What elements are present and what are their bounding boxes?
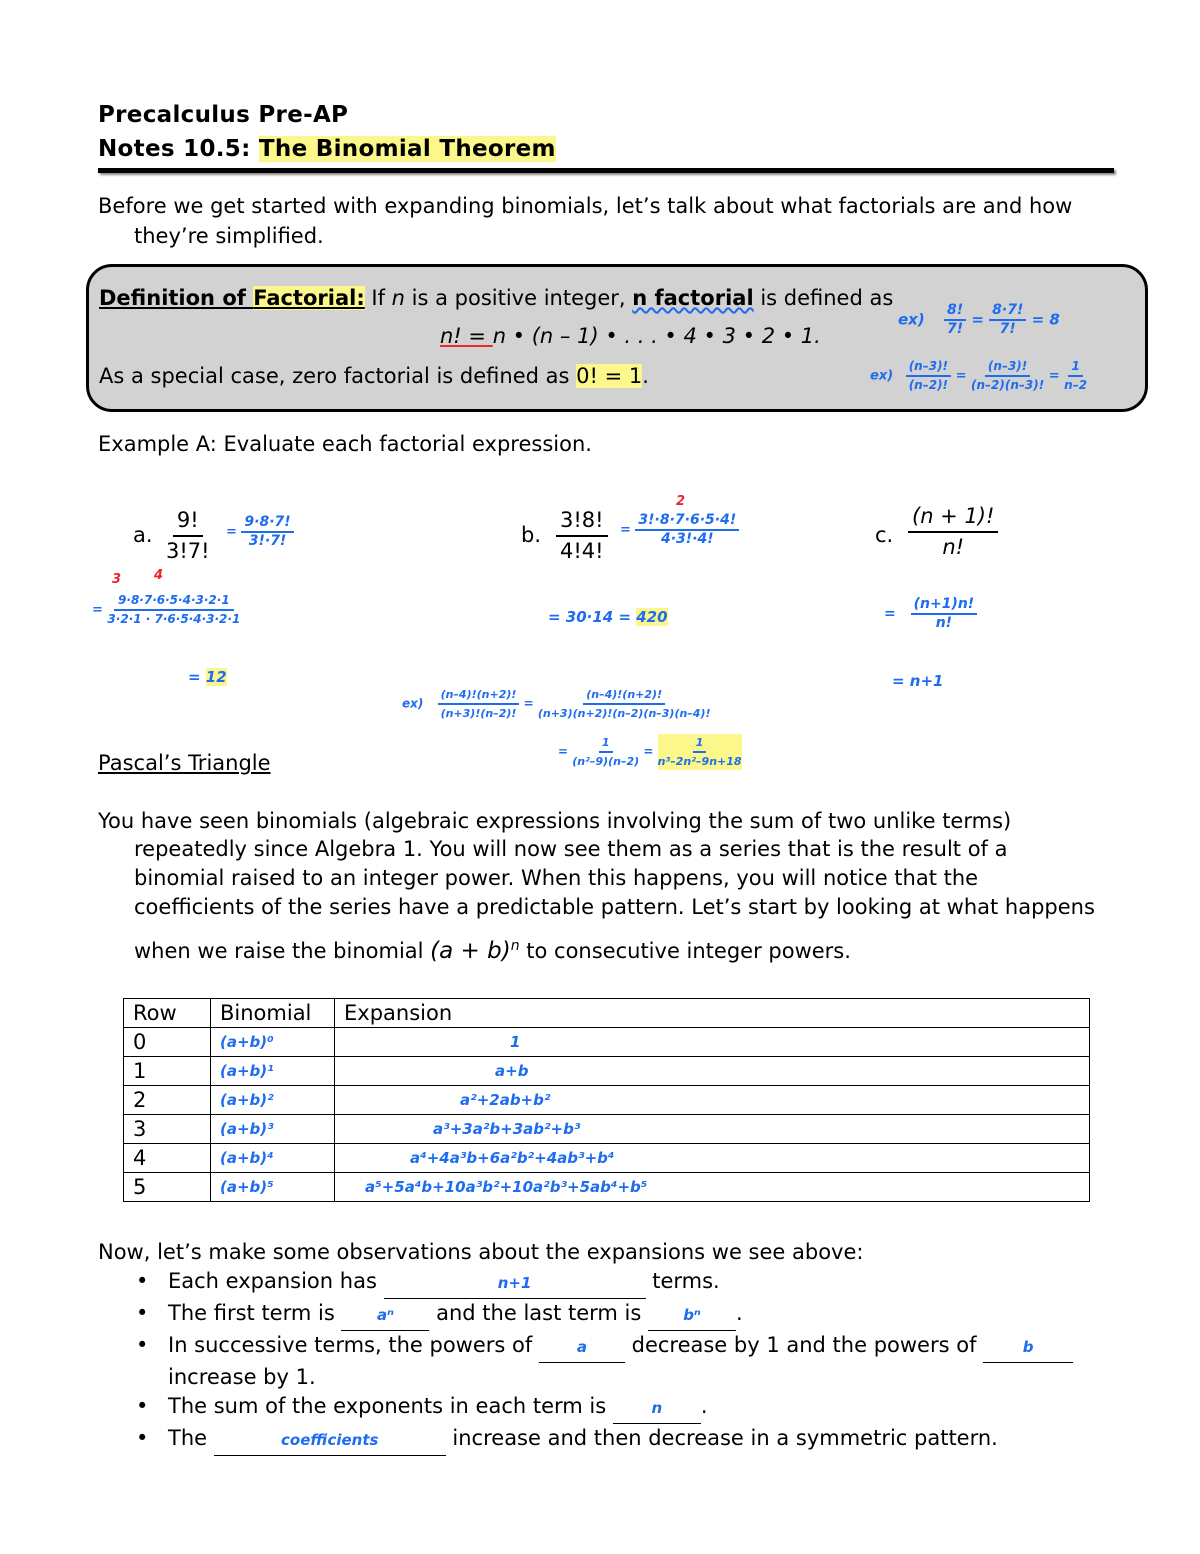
table-header-cell: Binomial	[211, 999, 335, 1028]
row-cell: 0	[124, 1028, 211, 1057]
observation-item: • The first term is aⁿ and the last term is bⁿ .	[98, 1299, 1158, 1331]
binomial-cell: (a+b)⁵	[211, 1173, 335, 1202]
binomial-expression: (a + b)	[430, 938, 511, 964]
intro-line-2: they’re simplified.	[134, 224, 324, 248]
example-b-fraction: $\frac{3!8!}{4!4!}$	[556, 506, 608, 566]
observation-item: • The coefficients increase and then decrease in a symmetric pattern.	[98, 1424, 1158, 1456]
n-factorial-term: n factorial	[632, 286, 754, 310]
table-row	[124, 1028, 1090, 1057]
table-header-row	[124, 999, 1090, 1028]
zero-factorial-line: As a special case, zero factorial is defined as 0! = 1.	[99, 364, 649, 388]
table-row	[124, 1173, 1090, 1202]
zero-factorial-value: 0! = 1	[576, 364, 643, 388]
example-a-work-1: = $\frac{9\cdot 8\cdot 7!}{3!\cdot 7!}$	[226, 514, 294, 550]
binomial-cell: (a+b)⁰	[211, 1028, 335, 1057]
table-header-cell: Expansion	[335, 999, 1090, 1028]
definition-line-1: Definition of Factorial: If n is a positive integer, n factorial is defined as	[99, 286, 894, 310]
first-term-blank: aⁿ	[341, 1301, 429, 1331]
binomial-cell: (a+b)²	[211, 1086, 335, 1115]
example-b-extra-2: = $\frac{1}{\text{(n²–9)(n–2)}}$ = $\frac{1}{\text{n³–2n²–9n+18}}$	[558, 736, 742, 768]
course-title: Precalculus Pre-AP	[98, 102, 349, 128]
definition-example-2: ex) $\frac{(n-3)!}{(n-2)!}$ = $\frac{(n-3)!}{(n-2)(n-3)!}$ = $\frac{1}{n-2}$	[870, 359, 1088, 392]
row-cell: 1	[124, 1057, 211, 1086]
row-cell: 4	[124, 1144, 211, 1173]
example-b-work: = $\frac{3!\cdot 8\cdot 7\cdot 6\cdot 5\cdot 4!}{4\cdot 3!\cdot 4!}$	[620, 512, 739, 548]
table-row	[124, 1057, 1090, 1086]
table-header-cell: Row	[124, 999, 211, 1028]
decrease-blank: a	[539, 1333, 625, 1363]
observations-intro: Now, let’s make some observations about the expansions we see above:	[98, 1240, 864, 1264]
pascal-para-line-2: repeatedly since Algebra 1. You will now see them as a series that is the result of a	[134, 837, 1008, 861]
last-term-blank: bⁿ	[648, 1301, 736, 1331]
pascal-table	[123, 998, 1090, 1202]
example-a-mark-3: 3	[112, 572, 122, 587]
example-a-answer: = 12	[188, 668, 227, 686]
table-row	[124, 1086, 1090, 1115]
example-a-title: Example A: Evaluate each factorial expression.	[98, 432, 592, 456]
expansion-cell: a⁵+5a⁴b+10a³b²+10a²b³+5ab⁴+b⁵	[335, 1173, 1090, 1202]
example-c-work: = $\frac{(n+1)n!}{n!}$	[884, 596, 977, 632]
definition-label: Definition of Factorial:	[99, 286, 365, 310]
pascal-para-line-3: binomial raised to an integer power. When this happens, you will notice that the	[134, 866, 979, 890]
pascal-para-line-4: coefficients of the series have a predictable pattern. Let’s start by looking at what happens	[134, 895, 1095, 919]
binomial-cell: (a+b)⁴	[211, 1144, 335, 1173]
coefficients-blank: coefficients	[214, 1426, 446, 1456]
expansion-cell: a²+2ab+b²	[335, 1086, 1090, 1115]
observation-item-continued: increase by 1.	[168, 1365, 316, 1389]
definition-example-1: ex) $\frac{8!}{7!}$ = $\frac{8\cdot 7!}{7!}$ = 8	[898, 302, 1060, 337]
notes-number: Notes 10.5:	[98, 136, 259, 162]
binomial-cell: (a+b)¹	[211, 1057, 335, 1086]
example-a-fraction: $\frac{9!}{3!7!}$	[166, 508, 210, 563]
expansion-cell: a⁴+4a³b+6a²b²+4ab³+b⁴	[335, 1144, 1090, 1173]
example-a-work-2: = $\frac{9\cdot 8\cdot 7\cdot 6\cdot 5\cdot 4\cdot 3\cdot 2\cdot 1}{3\cdot 2\cdot 1 \cdot 7\cdot 6\cdot 5\cdot 4\cdot 3\cdot 2\cdot 1}$	[92, 593, 241, 626]
pascal-heading: Pascal’s Triangle	[98, 751, 271, 775]
example-a-label: a.	[133, 523, 153, 547]
example-a-mark-4: 4	[154, 568, 164, 583]
notes-topic: The Binomial Theorem	[258, 136, 556, 162]
observation-item: • In successive terms, the powers of a decrease by 1 and the powers of b	[98, 1331, 1158, 1363]
example-b-result: = 30·14 = 420	[548, 608, 668, 626]
expansion-cell: 1	[335, 1028, 1090, 1057]
terms-blank: n+1	[384, 1269, 646, 1299]
factorial-formula: n! = n • (n – 1) • . . . • 4 • 3 • 2 • 1.	[440, 324, 821, 348]
exponent-sum-blank: n	[613, 1394, 701, 1424]
example-b-extra: ex) $\frac{(n-4)!(n+2)!}{(n+3)!(n-2)!}$ = $\frac{(n-4)!(n+2)!}{(n+3)(n+2)!(n-2)(n-3)(n-4)!}$	[402, 688, 711, 720]
row-cell: 2	[124, 1086, 211, 1115]
observation-item: • The sum of the exponents in each term is n .	[98, 1392, 1158, 1424]
row-cell: 3	[124, 1115, 211, 1144]
increase-blank: b	[983, 1333, 1073, 1363]
example-c-answer: = n+1	[892, 672, 944, 690]
table-row	[124, 1115, 1090, 1144]
example-c-fraction: $\frac{(n + 1)!}{n!}$	[908, 502, 998, 562]
observations-list	[98, 1267, 1158, 1456]
table-row	[124, 1144, 1090, 1173]
pascal-para-line-5: when we raise the binomial $(a + b)^n$ to consecutive integer powers.	[134, 938, 851, 964]
intro-line-1: Before we get started with expanding binomials, let’s talk about what factorials are and how	[98, 194, 1073, 218]
example-b-mark-2: 2	[676, 494, 686, 509]
notes-title	[98, 136, 556, 162]
header-divider	[98, 168, 1114, 173]
expansion-cell: a³+3a²b+3ab²+b³	[335, 1115, 1090, 1144]
binomial-cell: (a+b)³	[211, 1115, 335, 1144]
observation-item: • Each expansion has n+1 terms.	[98, 1267, 1158, 1299]
row-cell: 5	[124, 1173, 211, 1202]
pascal-para-line-1: You have seen binomials (algebraic expressions involving the sum of two unlike terms)	[98, 809, 1012, 833]
example-b-label: b.	[521, 523, 542, 547]
example-c-label: c.	[875, 523, 894, 547]
expansion-cell: a+b	[335, 1057, 1090, 1086]
